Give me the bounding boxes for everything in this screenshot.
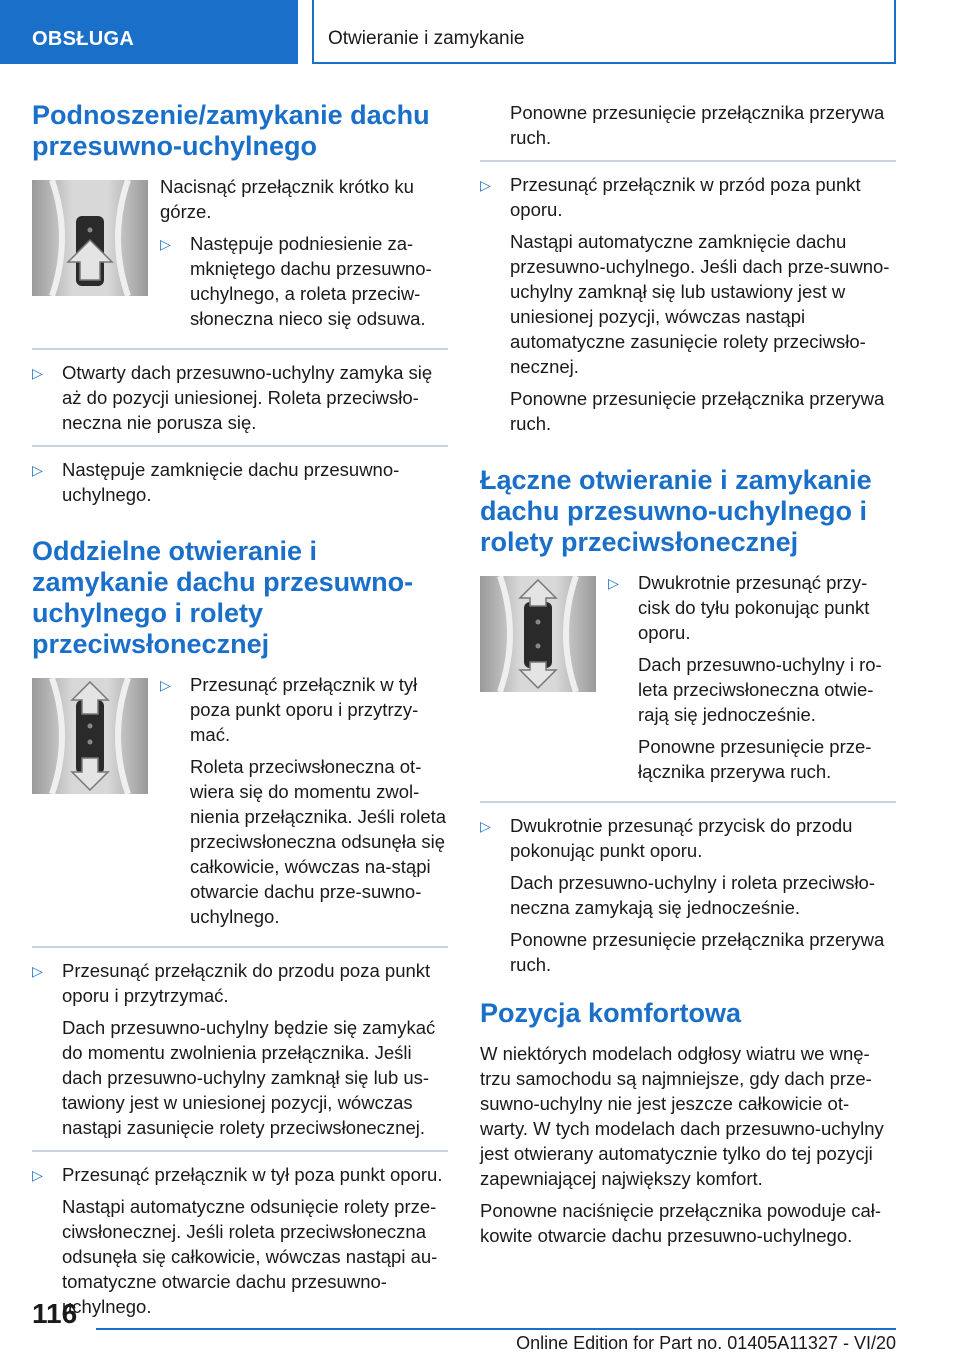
triangle-bullet-icon: ▷ (32, 1167, 43, 1183)
heading-tilt-close: Podnoszenie/zamykanie dachu przesuwno-uchylnego (32, 100, 430, 161)
bullet-item: ▷ Otwarty dach przesuwno-uchylny zamyka się aż do pozycji uniesionej. Roleta przeciwsło-neczna nie porusza się. (32, 362, 433, 433)
triangle-bullet-icon: ▷ (160, 236, 171, 252)
heading-comfort-position: Pozycja komfortowa (480, 998, 742, 1028)
bullet-item: ▷ Przesunąć przełącznik w tył poza punkt oporu. (32, 1162, 448, 1187)
figure-row-tilt (32, 174, 448, 338)
bullet-item: ▷ Dwukrotnie przesunąć przy-cisk do tyłu pokonując punkt oporu. (608, 572, 870, 643)
paragraph: Ponowne przesunięcie przełącznika przerywa ruch. (510, 388, 885, 434)
figure-row-separate (32, 672, 448, 936)
figure-text-separate (160, 672, 448, 936)
figure-row-combined (480, 570, 896, 791)
heading-separate-open-close: Oddzielne otwieranie i zamykanie dachu przesuwno-uchylnego i rolety przeciwsłonecznej (32, 536, 414, 659)
left-column (32, 100, 448, 1326)
paragraph: Ponowne przesunięcie przełącznika przerywa ruch. (510, 102, 885, 148)
paragraph: Ponowne przesunięcie prze-łącznika przerywa ruch. (638, 736, 872, 782)
chapter-header (312, 0, 896, 64)
triangle-bullet-icon: ▷ (480, 177, 491, 193)
section-title: OBSŁUGA (32, 28, 135, 50)
chapter-title: Otwieranie i zamykanie (328, 28, 525, 49)
divider (32, 348, 448, 350)
paragraph: Ponowne przesunięcie przełącznika przerywa ruch. (510, 929, 885, 975)
bullet-item: ▷ Przesunąć przełącznik w przód poza punkt oporu. (480, 174, 861, 220)
right-column (480, 100, 896, 1255)
paragraph: Dach przesuwno-uchylny i roleta przeciwsło-neczna zamykają się jednocześnie. (510, 872, 876, 918)
heading-combined-open-close: Łączne otwieranie i zamykanie dachu przesuwno-uchylnego i rolety przeciwsłonecznej (480, 465, 872, 557)
paragraph: Nastąpi automatyczne odsunięcie rolety prze-ciwsłonecznej. Jeśli roleta przeciwsłoneczna odsunęła się całkowicie, wówczas nastąpi au-tomatyczne otwarcie dachu przesuwno-uchylnego. (62, 1196, 438, 1317)
bullet-item: ▷ Następuje podniesienie za-mkniętego dachu przesuwno-uchylnego, a roleta przeciw-słoneczna nieco się odsuwa. (160, 233, 432, 329)
page-number: 116 (32, 1298, 78, 1329)
bullet-item: ▷ Przesunąć przełącznik w tył poza punkt oporu i przytrzy-mać. (160, 674, 419, 745)
footer-rule (96, 1328, 896, 1330)
paragraph: Dach przesuwno-uchylny i ro-leta przeciwsłoneczna otwie-rają się jednocześnie. (638, 654, 882, 725)
switch-updown-icon (32, 678, 148, 794)
switch-up-icon (32, 180, 148, 296)
bullet-item: ▷ Przesunąć przełącznik do przodu poza punkt oporu i przytrzymać. (32, 960, 431, 1006)
paragraph: Ponowne naciśnięcie przełącznika powoduje cał-kowite otwarcie dachu przesuwno-uchylnego. (480, 1200, 882, 1246)
bullet-item: ▷ Następuje zamknięcie dachu przesuwno-uchylnego. (32, 459, 400, 505)
edition-footer: Online Edition for Part no. 01405A11327 - VI/20 (516, 1333, 896, 1353)
divider (480, 801, 896, 803)
divider (480, 160, 896, 162)
intro-text: Nacisnąć przełącznik krótko ku górze. (160, 176, 414, 222)
paragraph: Dach przesuwno-uchylny będzie się zamykać do momentu zwolnienia przełącznika. Jeśli dach przesuwno-uchylny zamknął się lub us-tawiony jest w uniesionej pozycji, wówczas nastąpi zasunięcie rolety przeciwsłonecznej. (62, 1017, 436, 1138)
divider (32, 1150, 448, 1152)
figure-text-combined (608, 570, 896, 791)
divider (32, 445, 448, 447)
triangle-bullet-icon: ▷ (608, 575, 619, 591)
header-gap (298, 0, 312, 64)
triangle-bullet-icon: ▷ (32, 365, 43, 381)
paragraph: Roleta przeciwsłoneczna ot-wiera się do momentu zwol-nienia przełącznika. Jeśli roleta przeciwsłoneczna odsunęła się całkowicie, wówczas na-stąpi otwarcie dachu prze-suwno-uchylnego. (190, 756, 447, 927)
switch-double-icon (480, 576, 596, 692)
figure-text-tilt (160, 174, 448, 338)
section-tab (0, 0, 298, 64)
triangle-bullet-icon: ▷ (32, 462, 43, 478)
triangle-bullet-icon: ▷ (32, 963, 43, 979)
bullet-item: ▷ Dwukrotnie przesunąć przycisk do przodu pokonując punkt oporu. (480, 815, 853, 861)
triangle-bullet-icon: ▷ (160, 677, 171, 693)
triangle-bullet-icon: ▷ (480, 818, 491, 834)
paragraph: W niektórych modelach odgłosy wiatru we wnę-trzu samochodu są najmniejsze, gdy dach prze-suwno-uchylny nie jest jeszcze całkowicie ot-warty. W tych modelach dach przesuwno-uchylny jest otwierany automatycznie tylko do tej pozycji zapewniającej największy komfort. (480, 1043, 884, 1189)
divider (32, 946, 448, 948)
paragraph: Nastąpi automatyczne zamknięcie dachu przesuwno-uchylnego. Jeśli dach prze-suwno-uchylny zamknął się lub ustawiony jest w uniesionej pozycji, wówczas nastąpi automatyczne zasunięcie rolety przeciwsło-necznej. (510, 231, 890, 377)
